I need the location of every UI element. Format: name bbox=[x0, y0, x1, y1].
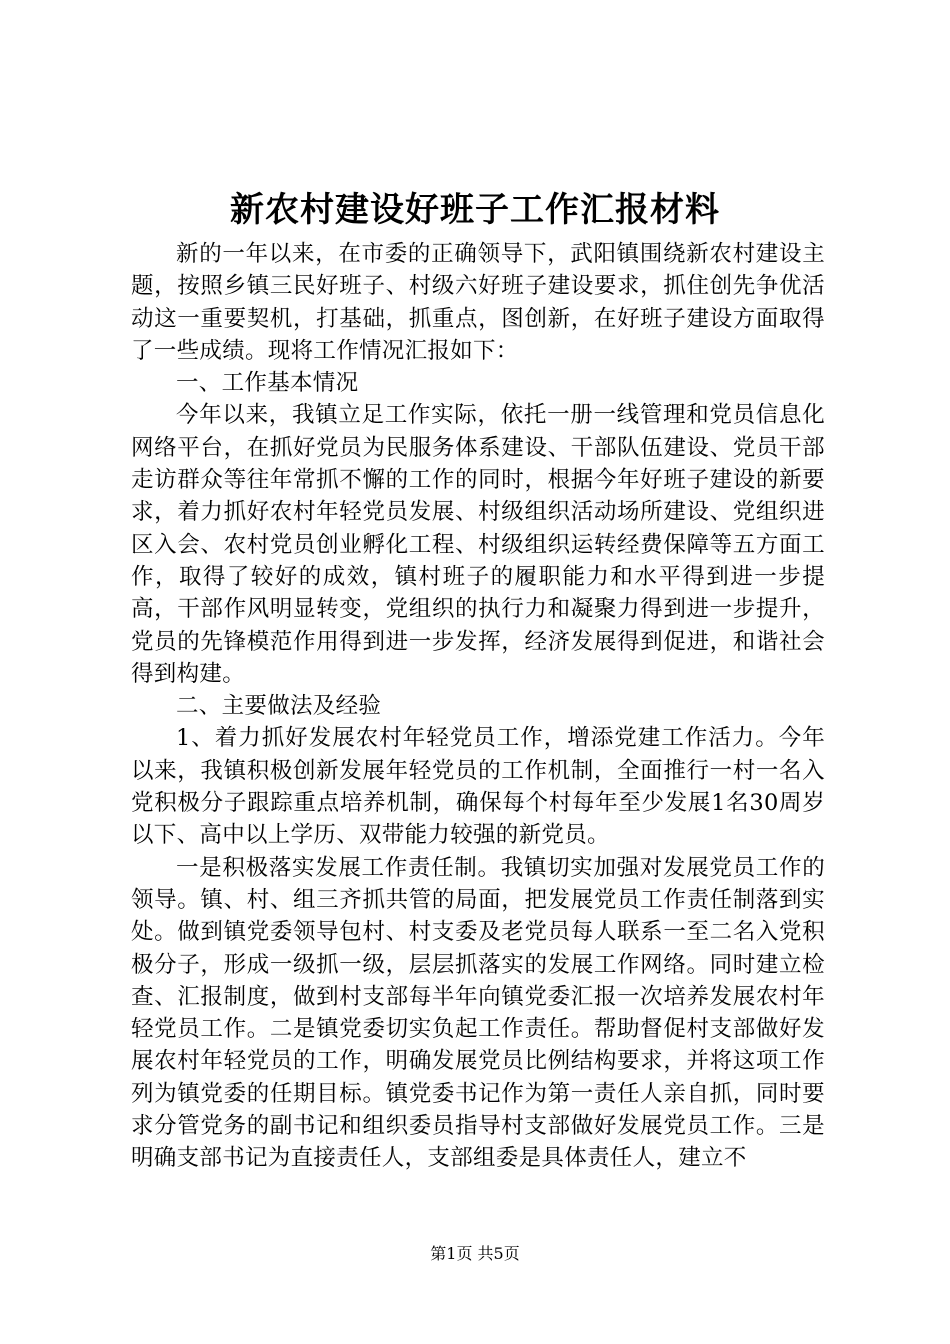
basic-situation-paragraph: 今年以来，我镇立足工作实际，依托一册一线管理和党员信息化网络平台，在抓好党员为民服务体系建设、干部队伍建设、党员干部走访群众等往年常抓不懈的工作的同时，根据今年好班子建设的新要求，着力抓好农村年轻党员发展、村级组织活动场所建设、党组织进区入会、农村党员创业孵化工程、村级组织运转经费保障等五方面工作，取得了较好的成效，镇村班子的履职能力和水平得到进一步提高，干部作风明显转变，党组织的执行力和凝聚力得到进一步提升，党员的先锋模范作用得到进一步发挥，经济发展得到促进，和谐社会得到构建。 bbox=[131, 402, 825, 687]
page-footer: 第1页 共5页 bbox=[430, 1244, 520, 1263]
responsibility-paragraph: 一是积极落实发展工作责任制。我镇切实加强对发展党员工作的领导。镇、村、组三齐抓共管的局面，把发展党员工作责任制落到实处。做到镇党委领导包村、村支委及老党员每人联系一至二名入党积极分子，形成一级抓一级，层层抓落实的发展工作网络。同时建立检查、汇报制度，做到村支部每半年向镇党委汇报一次培养发展农村年轻党员工作。二是镇党委切实负起工作责任。帮助督促村支部做好发展农村年轻党员的工作，明确发展党员比例结构要求，并将这项工作列为镇党委的任期目标。镇党委书记作为第一责任人亲自抓，同时要求分管党务的副书记和组织委员指导村支部做好发展党员工作。三是明确支部书记为直接责任人，支部组委是具体责任人，建立不 bbox=[131, 854, 825, 1172]
document-body bbox=[131, 238, 825, 1175]
practice-item-1-paragraph: 1、着力抓好发展农村年轻党员工作，增添党建工作活力。今年以来，我镇积极创新发展年轻党员的工作机制，全面推行一村一名入党积极分子跟踪重点培养机制，确保每个村每年至少发展1名30周岁以下、高中以上学历、双带能力较强的新党员。 bbox=[131, 725, 825, 849]
intro-paragraph: 新的一年以来，在市委的正确领导下，武阳镇围绕新农村建设主题，按照乡镇三民好班子、村级六好班子建设要求，抓住创先争优活动这一重要契机，打基础，抓重点，图创新，在好班子建设方面取得了一些成绩。现将工作情况汇报如下： bbox=[131, 241, 825, 364]
document-title: 新农村建设好班子工作汇报材料 bbox=[230, 190, 720, 230]
section-heading-practices: 二、主要做法及经验 bbox=[176, 693, 382, 720]
section-heading-basic-situation: 一、工作基本情况 bbox=[176, 370, 359, 397]
